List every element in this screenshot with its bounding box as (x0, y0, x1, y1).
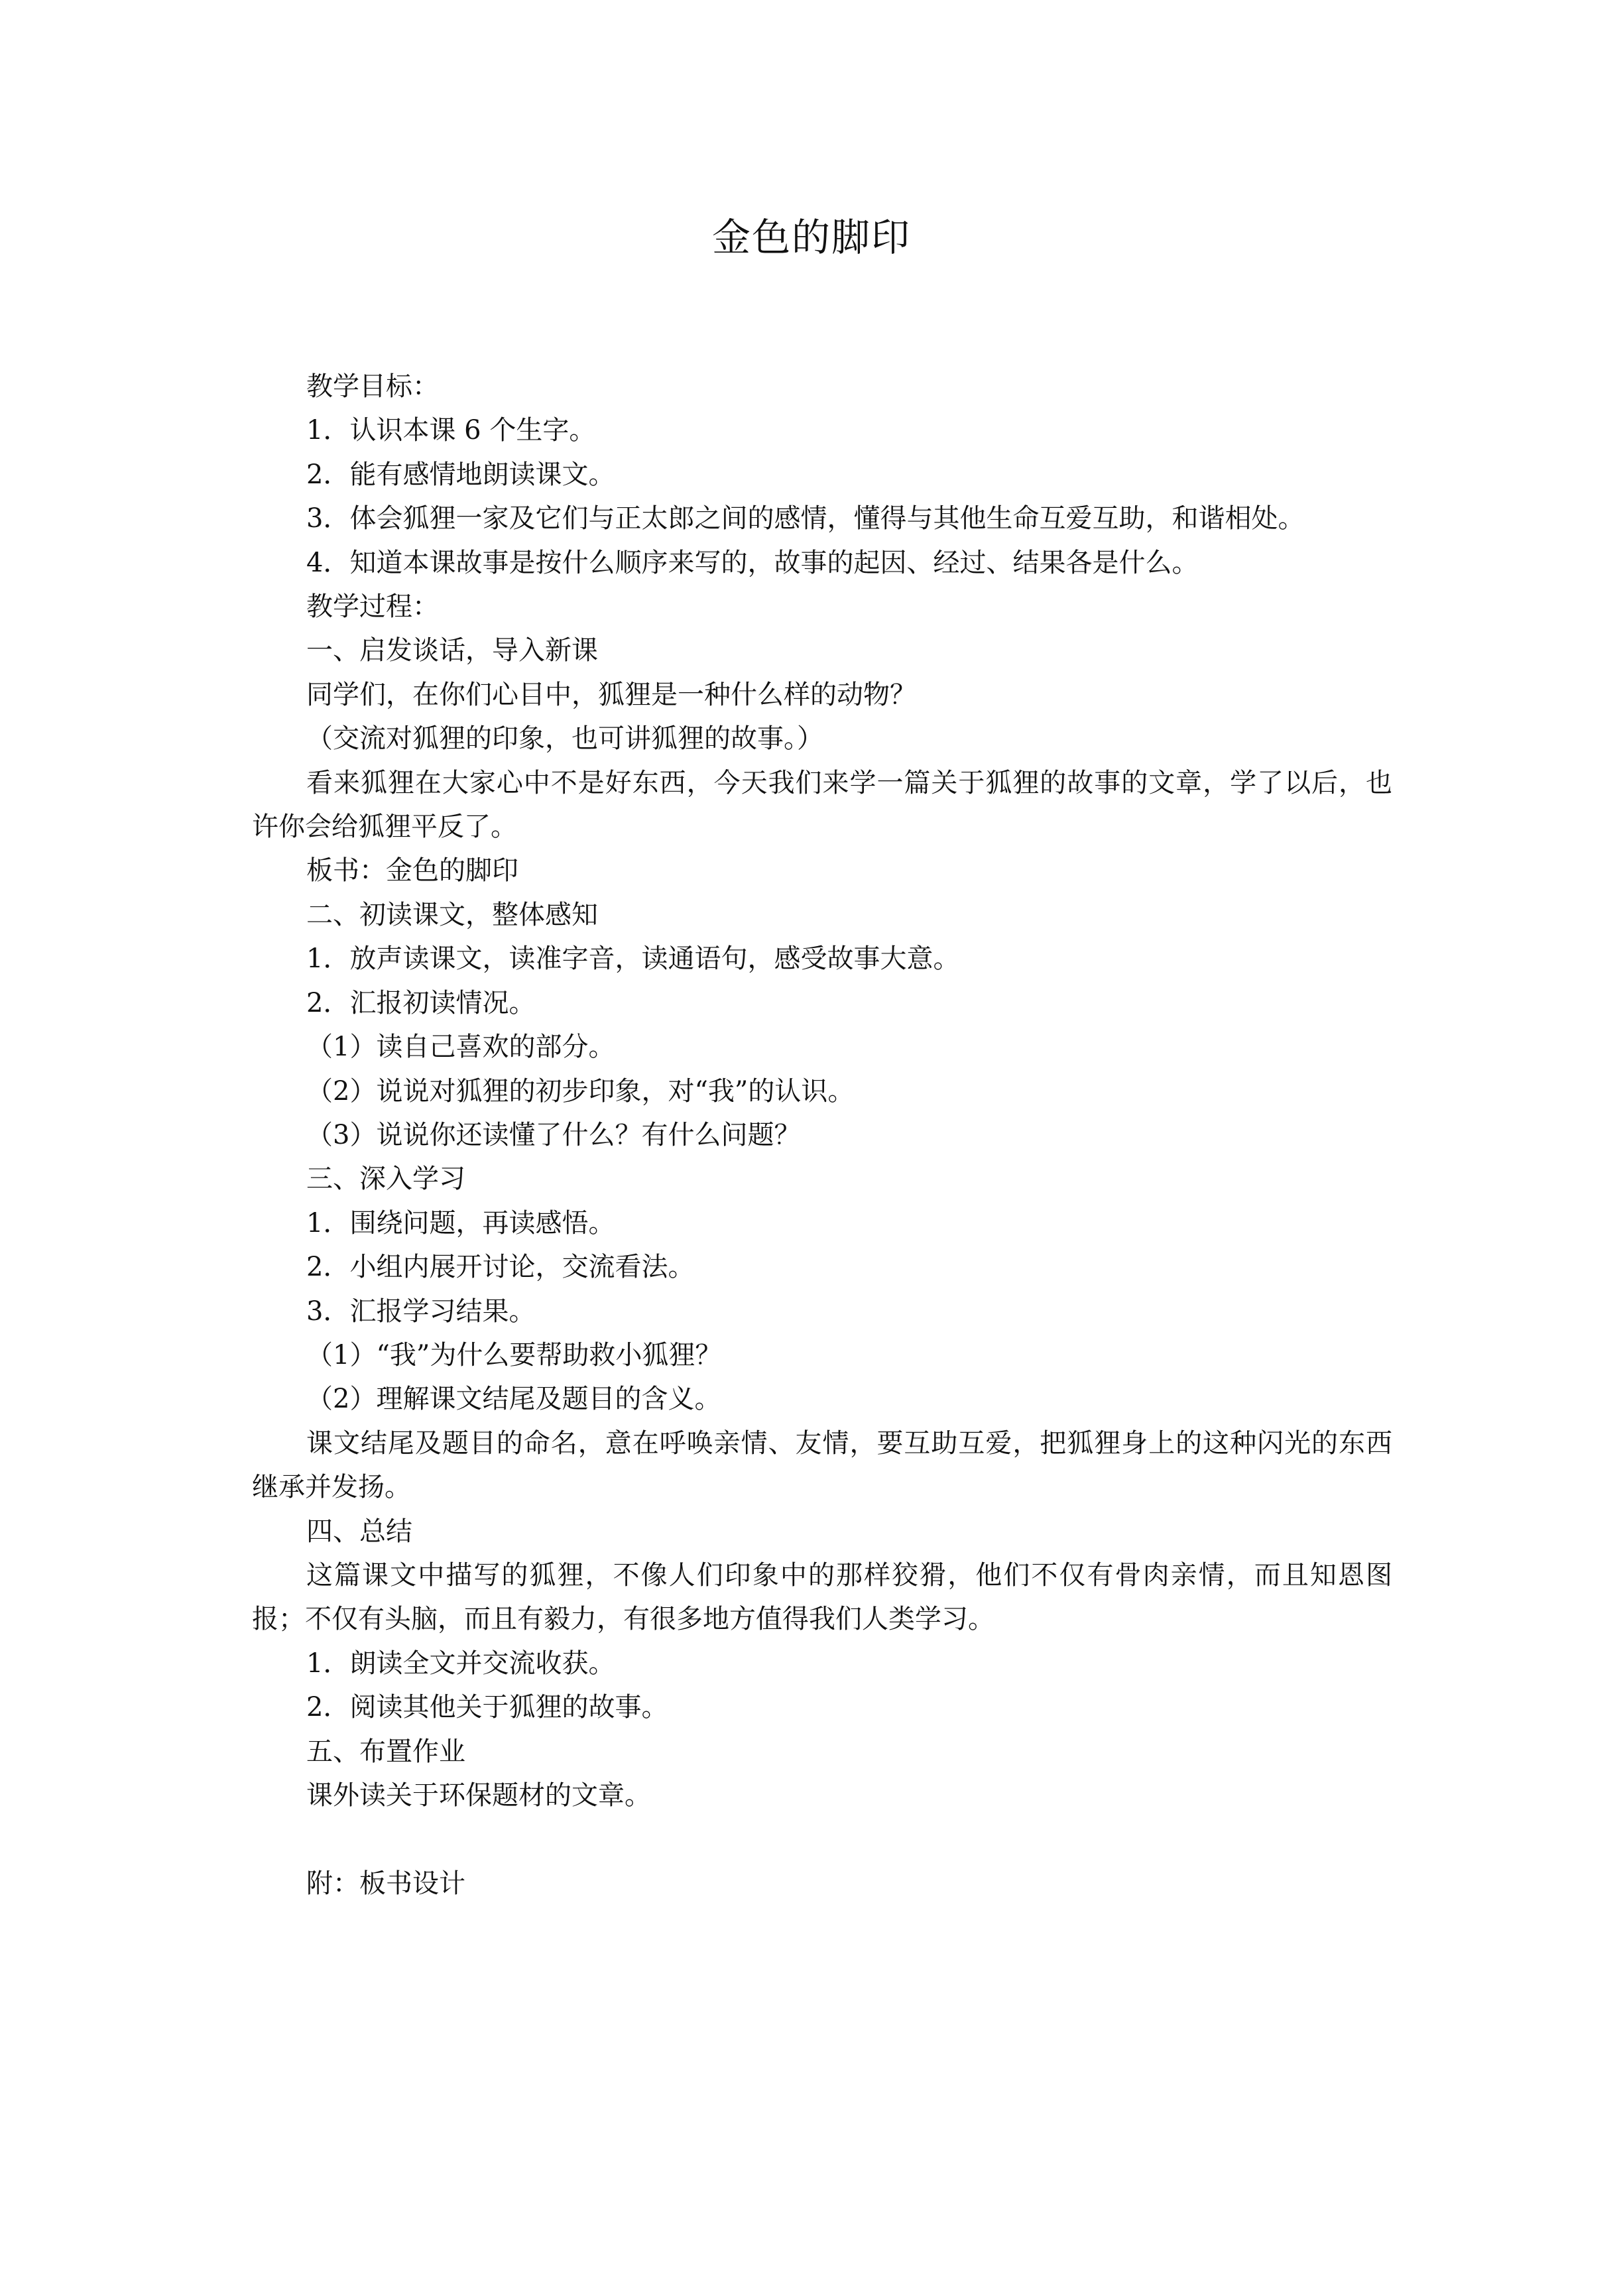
text-line: 同学们，在你们心目中，狐狸是一种什么样的动物？ (306, 679, 916, 710)
list-item: 3．汇报学习结果。 (306, 1296, 536, 1327)
sub-list-item: （2）理解课文结尾及题目的含义。 (306, 1384, 721, 1415)
document-body (252, 365, 1392, 1905)
text-line: 板书：金色的脚印 (306, 855, 518, 886)
list-item: 1．围绕问题，再读感悟。 (306, 1207, 615, 1239)
page-title: 金色的脚印 (711, 215, 911, 260)
step-heading: 一、启发谈话，导入新课 (306, 635, 598, 666)
objective-item: 2．能有感情地朗读课文。 (306, 459, 615, 490)
text-line: 课外读关于环保题材的文章。 (306, 1780, 651, 1811)
text-paragraph: 看来狐狸在大家心中不是好东西，今天我们来学一篇关于狐狸的故事的文章，学了以后，也许你会给狐狸平反了。 (252, 767, 1392, 843)
step-heading: 二、初读课文，整体感知 (306, 899, 598, 930)
sub-list-item: （3）说说你还读懂了什么？有什么问题？ (306, 1119, 801, 1150)
objective-item: 1．认识本课 6 个生字。 (306, 415, 596, 446)
section-heading-objectives: 教学目标： (306, 371, 439, 402)
list-item: 2．汇报初读情况。 (306, 987, 536, 1018)
section-heading-process: 教学过程： (306, 591, 439, 623)
step-heading: 三、深入学习 (306, 1164, 465, 1195)
sub-list-item: （1）读自己喜欢的部分。 (306, 1032, 615, 1063)
step-heading: 五、布置作业 (306, 1736, 465, 1767)
list-item: 1．放声读课文，读准字音，读通语句，感受故事大意。 (306, 943, 960, 975)
sub-list-item: （2）说说对狐狸的初步印象，对“我”的认识。 (306, 1075, 855, 1107)
blank-line (252, 1817, 1392, 1861)
sub-list-item: （1）“我”为什么要帮助救小狐狸？ (306, 1339, 722, 1370)
step-heading: 四、总结 (306, 1516, 412, 1547)
text-paragraph: 课文结尾及题目的命名，意在呼唤亲情、友情，要互助互爱，把狐狸身上的这种闪光的东西继承并发扬。 (252, 1427, 1392, 1503)
list-item: 2．小组内展开讨论，交流看法。 (306, 1252, 695, 1283)
text-paragraph: 这篇课文中描写的狐狸，不像人们印象中的那样狡猾，他们不仅有骨肉亲情，而且知恩图报；不仅有头脑，而且有毅力，有很多地方值得我们人类学习。 (252, 1559, 1392, 1635)
list-item: 2．阅读其他关于狐狸的故事。 (306, 1692, 668, 1723)
appendix-heading: 附：板书设计 (306, 1868, 465, 1899)
objective-item: 4．知道本课故事是按什么顺序来写的，故事的起因、经过、结果各是什么。 (306, 547, 1199, 578)
list-item: 1．朗读全文并交流收获。 (306, 1648, 615, 1679)
text-line: （交流对狐狸的印象，也可讲狐狸的故事。） (306, 723, 823, 755)
objective-item: 3．体会狐狸一家及它们与正太郎之间的感情，懂得与其他生命互爱互助，和谐相处。 (306, 503, 1305, 534)
